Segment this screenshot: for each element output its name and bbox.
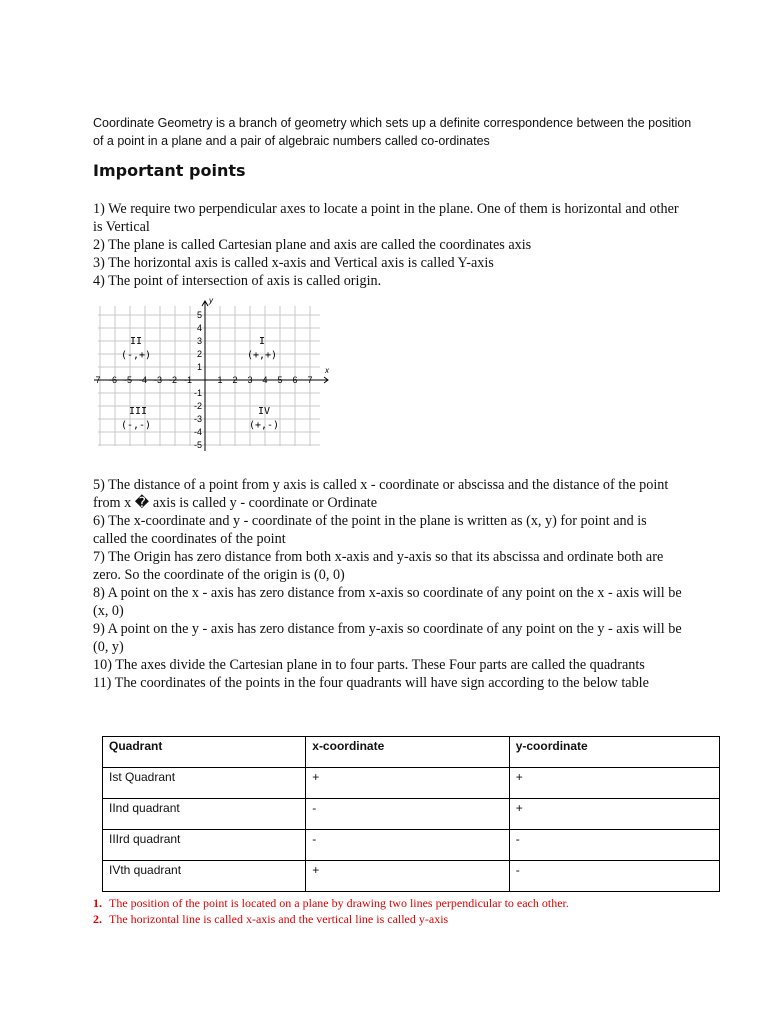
table-row bbox=[103, 830, 720, 861]
quadrant-sign-table bbox=[102, 736, 720, 892]
x-tick-label: -5 bbox=[123, 375, 133, 385]
table-cell: + bbox=[509, 768, 719, 799]
note-item bbox=[93, 895, 569, 911]
section-heading: Important points bbox=[93, 161, 246, 180]
note-number: 2. bbox=[93, 912, 102, 926]
x-tick-label: -4 bbox=[138, 375, 148, 385]
y-tick-label: -2 bbox=[193, 401, 202, 411]
point-item: 11) The coordinates of the points in the four quadrants will have sign according to the below table bbox=[93, 675, 649, 691]
x-tick-label: -3 bbox=[153, 375, 163, 385]
table-cell: IIIrd quadrant bbox=[103, 830, 306, 861]
table-cell: + bbox=[509, 799, 719, 830]
points-list-top bbox=[93, 200, 683, 290]
y-tick-label: -1 bbox=[193, 388, 202, 398]
x-tick-label: -1 bbox=[183, 375, 193, 385]
point-item: 10) The axes divide the Cartesian plane in to four parts. These Four parts are called the quadrants bbox=[93, 657, 645, 673]
point-item: 4) The point of intersection of axis is called origin. bbox=[93, 273, 382, 289]
quadrant-2-label: II bbox=[129, 336, 143, 347]
y-tick-label: 1 bbox=[196, 362, 202, 372]
x-tick-label: 3 bbox=[247, 375, 253, 385]
table-header-cell: x-coordinate bbox=[306, 737, 509, 768]
x-tick-label: 2 bbox=[232, 375, 238, 385]
x-axis-label: x bbox=[325, 366, 329, 375]
table-row bbox=[103, 768, 720, 799]
y-tick-label: 2 bbox=[196, 349, 202, 359]
x-tick-label: -6 bbox=[108, 375, 118, 385]
x-tick-label: 1 bbox=[217, 375, 223, 385]
note-number: 1. bbox=[93, 896, 102, 910]
table-cell: + bbox=[306, 768, 509, 799]
quadrant-3-sign: (-,-) bbox=[120, 420, 152, 431]
point-item: 7) The Origin has zero distance from both x-axis and y-axis so that its abscissa and ordinate both are zero. So the coordinate of the origin is (0, 0) bbox=[93, 549, 664, 583]
point-item: 9) A point on the y - axis has zero distance from y-axis so coordinate of any point on the y - axis will be (0, y) bbox=[93, 621, 682, 655]
y-tick-label: 4 bbox=[196, 323, 202, 333]
note-item bbox=[93, 911, 569, 927]
point-item: 8) A point on the x - axis has zero distance from x-axis so coordinate of any point on the x - axis will be (x, 0) bbox=[93, 585, 682, 619]
table-row bbox=[103, 799, 720, 830]
y-tick-label: 5 bbox=[196, 310, 202, 320]
y-tick-label: -4 bbox=[193, 427, 202, 437]
point-item: 5) The distance of a point from y axis is called x - coordinate or abscissa and the distance of the point from x � axis is called y - coordinate or Ordinate bbox=[93, 477, 669, 511]
point-item: 2) The plane is called Cartesian plane and axis are called the coordinates axis bbox=[93, 237, 532, 253]
quadrant-3-label: III bbox=[128, 406, 148, 417]
point-item: 3) The horizontal axis is called x-axis and Vertical axis is called Y-axis bbox=[93, 255, 494, 271]
table-cell: + bbox=[306, 861, 509, 892]
table-row bbox=[103, 861, 720, 892]
cartesian-plane-diagram bbox=[88, 296, 338, 452]
table-cell: - bbox=[306, 830, 509, 861]
table-cell: IInd quadrant bbox=[103, 799, 306, 830]
table-cell: IVth quadrant bbox=[103, 861, 306, 892]
x-tick-label: 6 bbox=[292, 375, 298, 385]
note-text: The position of the point is located on a plane by drawing two lines perpendicular to each other. bbox=[109, 896, 569, 910]
points-list-bottom bbox=[93, 476, 683, 692]
point-item: 1) We require two perpendicular axes to locate a point in the plane. One of them is horizontal and other is Vertical bbox=[93, 201, 679, 235]
quadrant-4-label: IV bbox=[257, 406, 271, 417]
x-tick-label: 4 bbox=[262, 375, 268, 385]
y-tick-label: -3 bbox=[193, 414, 202, 424]
table-header-row bbox=[103, 737, 720, 768]
quadrant-2-sign: (-,+) bbox=[120, 350, 152, 361]
x-tick-label: 7 bbox=[307, 375, 313, 385]
table-header-cell: Quadrant bbox=[103, 737, 306, 768]
y-tick-label: 3 bbox=[196, 336, 202, 346]
quadrant-1-sign: (+,+) bbox=[246, 350, 278, 361]
x-tick-label: -2 bbox=[168, 375, 178, 385]
x-tick-label: 7 bbox=[95, 375, 101, 385]
table-cell: - bbox=[509, 861, 719, 892]
quadrant-4-sign: (+,-) bbox=[248, 420, 280, 431]
table-cell: - bbox=[509, 830, 719, 861]
quadrant-1-label: I bbox=[258, 336, 266, 347]
y-axis-label: y bbox=[209, 296, 213, 305]
intro-paragraph: Coordinate Geometry is a branch of geometry which sets up a definite correspondence between the position of a point in a plane and a pair of algebraic numbers called co-ordinates bbox=[93, 116, 692, 148]
notes-list bbox=[93, 895, 569, 927]
note-text: The horizontal line is called x-axis and the vertical line is called y-axis bbox=[109, 912, 449, 926]
point-item: 6) The x-coordinate and y - coordinate of the point in the plane is written as (x, y) for point and is called the coordinates of the point bbox=[93, 513, 647, 547]
table-cell: Ist Quadrant bbox=[103, 768, 306, 799]
table-header-cell: y-coordinate bbox=[509, 737, 719, 768]
y-tick-label: -5 bbox=[193, 440, 202, 450]
table-cell: - bbox=[306, 799, 509, 830]
x-tick-label: 5 bbox=[277, 375, 283, 385]
